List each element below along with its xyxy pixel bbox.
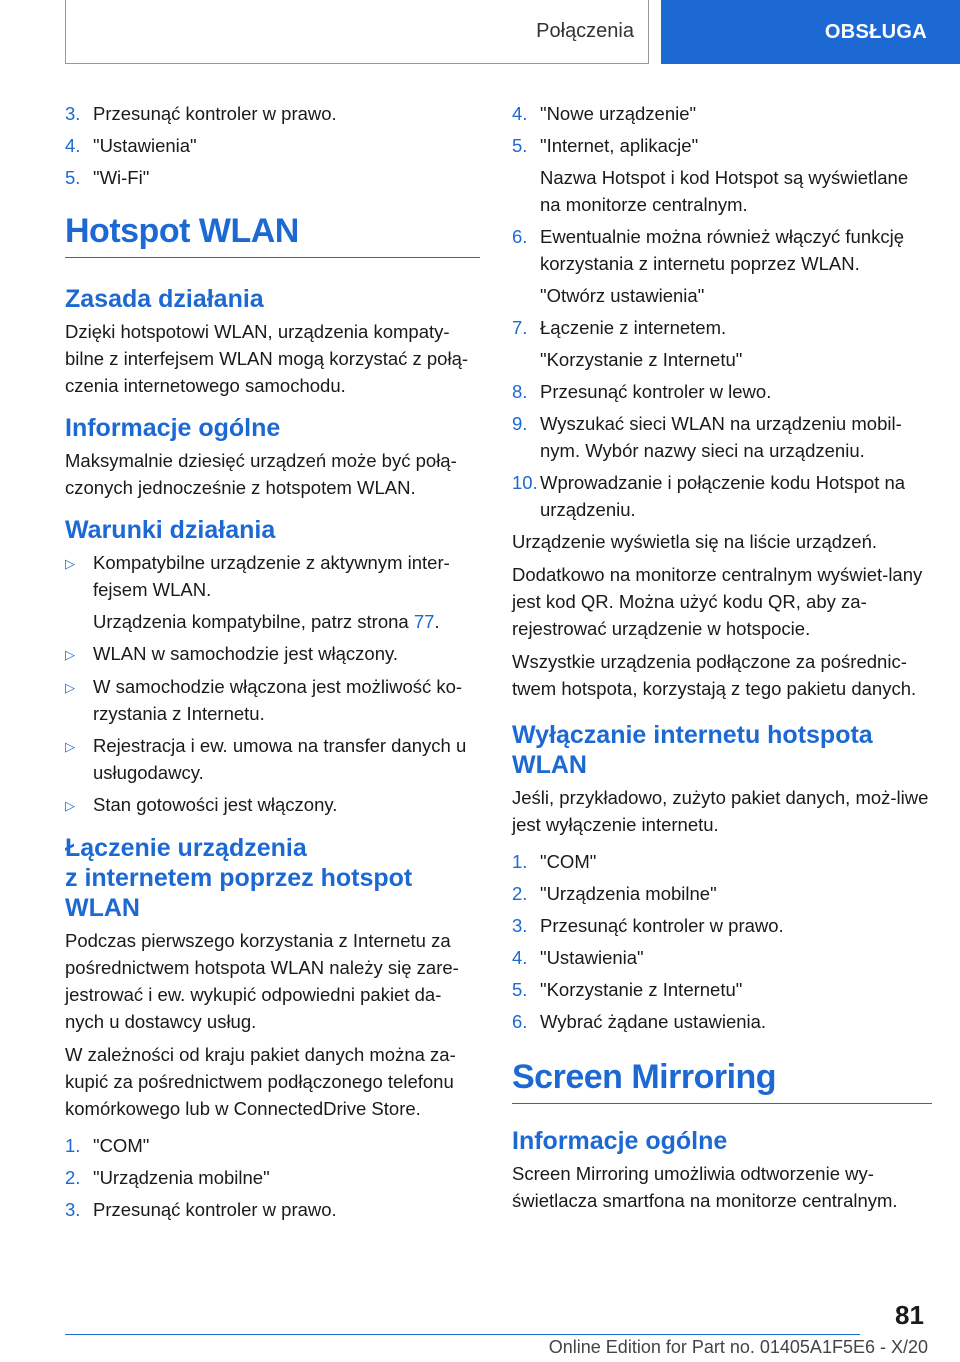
page-number: 81	[895, 1300, 924, 1330]
heading-zasada-dzialania: Zasada działania	[65, 285, 264, 313]
step-text: Przesunąć kontroler w lewo.	[540, 381, 772, 402]
step-number: 6.	[512, 226, 528, 247]
list-item	[65, 132, 480, 159]
triangle-bullet-icon: ▷	[65, 739, 75, 754]
triangle-bullet-icon: ▷	[65, 647, 75, 662]
step-subtext: Nazwa Hotspot i kod Hotspot są wyświetlane na monitorze centralnym.	[540, 167, 909, 215]
header-section-box	[65, 0, 649, 64]
paragraph-pakiet-danych: Wszystkie urządzenia podłączone za pośrednic‐twem hotspota, korzystają z tego pakietu danych.	[512, 651, 917, 699]
bullet-text: Rejestracja i ew. umowa na transfer danych u usługodawcy.	[93, 735, 467, 783]
paragraph-wylaczanie: Jeśli, przykładowo, zużyto pakiet danych, moż‐liwe jest wyłączenie internetu.	[512, 787, 929, 835]
step-text: "COM"	[540, 851, 597, 872]
step-number: 9.	[512, 413, 528, 434]
triangle-bullet-icon: ▷	[65, 680, 75, 695]
heading-laczenie-urzadzenia	[65, 833, 480, 923]
step-text: Wyszukać sieci WLAN na urządzeniu mobil‐nym. Wybór nazwy sieci na urządzeniu.	[540, 413, 902, 461]
step-number: 5.	[512, 135, 528, 156]
heading-line: WLAN	[65, 894, 140, 922]
list-item	[65, 1132, 480, 1159]
left-column	[65, 100, 480, 1228]
step-number: 10.	[512, 472, 538, 493]
step-text: Przesunąć kontroler w prawo.	[540, 915, 784, 936]
paragraph-laczenie-2: W zależności od kraju pakiet danych można za‐kupić za pośrednictwem podłączonego telefonu komórkowego lub w ConnectedDrive Store.	[65, 1044, 456, 1119]
list-item	[512, 976, 932, 1003]
bullet-subtext-post: .	[434, 611, 440, 632]
list-item	[512, 410, 932, 464]
heading-informacje-ogolne-screen: Informacje ogólne	[512, 1127, 728, 1155]
step-text: "Internet, aplikacje"	[540, 135, 699, 156]
list-item	[512, 100, 932, 127]
step-subtext: "Korzystanie z Internetu"	[540, 349, 743, 370]
bullet-text: Kompatybilne urządzenie z aktywnym inter‐fejsem WLAN.	[93, 552, 450, 600]
step-number: 3.	[65, 103, 81, 124]
step-text: "Urządzenia mobilne"	[93, 1167, 270, 1188]
step-text: "Ustawienia"	[93, 135, 197, 156]
step-number: 8.	[512, 381, 528, 402]
step-text: Ewentualnie można również włączyć funkcję korzystania z internetu poprzez WLAN.	[540, 226, 905, 274]
bullet-item	[65, 791, 480, 819]
heading-hotspot-wlan: Hotspot WLAN	[65, 211, 480, 258]
bullet-item	[65, 732, 480, 786]
step-number: 7.	[512, 317, 528, 338]
triangle-bullet-icon: ▷	[65, 798, 75, 813]
heading-warunki-dzialania: Warunki działania	[65, 516, 276, 544]
step-text: Przesunąć kontroler w prawo.	[93, 103, 337, 124]
heading-informacje-ogolne: Informacje ogólne	[65, 414, 281, 442]
list-item	[512, 880, 932, 907]
paragraph-laczenie-1: Podczas pierwszego korzystania z Internetu za pośrednictwem hotspota WLAN należy się zare‐jestrować i ew. wykupić odpowiedni pakiet da‐nych u dostawcy usług.	[65, 930, 459, 1032]
bullet-subtext-pre: Urządzenia kompatybilne, patrz strona	[93, 611, 414, 632]
paragraph-informacje: Maksymalnie dziesięć urządzeń może być połą‐czonych jednocześnie z hotspotem WLAN.	[65, 450, 457, 498]
step-text: "Urządzenia mobilne"	[540, 883, 717, 904]
step-text: "Wi-Fi"	[93, 167, 150, 188]
list-item	[512, 378, 932, 405]
step-number: 1.	[65, 1135, 81, 1156]
paragraph-zasada: Dzięki hotspotowi WLAN, urządzenia kompaty‐bilne z interfejsem WLAN mogą korzystać z połą‐czenia internetowego samochodu.	[65, 321, 469, 396]
step-subtext: "Otwórz ustawienia"	[540, 285, 705, 306]
header-chapter-title: OBSŁUGA	[824, 20, 927, 43]
step-number: 2.	[65, 1167, 81, 1188]
step-number: 4.	[512, 103, 528, 124]
list-item	[65, 100, 480, 127]
list-item	[65, 1196, 480, 1223]
step-number: 4.	[512, 947, 528, 968]
triangle-bullet-icon: ▷	[65, 556, 75, 571]
step-number: 5.	[512, 979, 528, 1000]
bullet-subtext	[65, 608, 480, 635]
footer-edition: Online Edition for Part no. 01405A1F5E6 - X/20	[548, 1337, 928, 1357]
bullet-item	[65, 640, 480, 668]
footer-divider	[65, 1334, 860, 1335]
list-item	[512, 848, 932, 875]
step-text: Wybrać żądane ustawienia.	[540, 1011, 767, 1032]
list-item	[512, 223, 932, 277]
list-item	[65, 1164, 480, 1191]
paragraph-kod-qr: Dodatkowo na monitorze centralnym wyświet‐lany jest kod QR. Można użyć kodu QR, aby za‐rejestrować urządzenie w hotspocie.	[512, 564, 923, 639]
page-reference-link[interactable]: 77	[413, 611, 435, 632]
header-chapter-tab	[661, 0, 960, 64]
heading-line: Łączenie urządzenia	[65, 834, 307, 862]
header-section-title: Połączenia	[536, 20, 634, 42]
step-text: Wprowadzanie i połączenie kodu Hotspot na urządzeniu.	[540, 472, 906, 520]
step-number: 3.	[65, 1199, 81, 1220]
list-item	[512, 469, 932, 523]
heading-line: z internetem poprzez hotspot	[65, 864, 413, 892]
step-number: 1.	[512, 851, 528, 872]
heading-wylaczanie-internetu	[512, 720, 932, 780]
step-number: 5.	[65, 167, 81, 188]
step-text: "COM"	[93, 1135, 150, 1156]
list-item	[65, 164, 480, 191]
bullet-text: WLAN w samochodzie jest włączony.	[93, 643, 399, 664]
bullet-text: W samochodzie włączona jest możliwość ko‐rzystania z Internetu.	[93, 676, 463, 724]
step-number: 3.	[512, 915, 528, 936]
step-number: 2.	[512, 883, 528, 904]
paragraph-lista-urzadzen: Urządzenie wyświetla się na liście urządzeń.	[512, 531, 878, 552]
list-item	[512, 912, 932, 939]
step-text: "Ustawienia"	[540, 947, 644, 968]
step-text: Przesunąć kontroler w prawo.	[93, 1199, 337, 1220]
list-item	[512, 314, 932, 341]
heading-line: WLAN	[512, 751, 587, 779]
step-text: Łączenie z internetem.	[540, 317, 727, 338]
list-item	[512, 944, 932, 971]
step-text: "Korzystanie z Internetu"	[540, 979, 743, 1000]
heading-line: Wyłączanie internetu hotspota	[512, 721, 873, 749]
list-item	[512, 1008, 932, 1035]
step-text: "Nowe urządzenie"	[540, 103, 697, 124]
paragraph-screen-mirroring: Screen Mirroring umożliwia odtworzenie wy‐świetlacza smartfona na monitorze centralnym.	[512, 1163, 898, 1211]
step-number: 6.	[512, 1011, 528, 1032]
bullet-item	[65, 673, 480, 727]
list-item	[512, 132, 932, 159]
heading-screen-mirroring: Screen Mirroring	[512, 1057, 932, 1104]
right-column	[512, 100, 932, 1220]
bullet-item	[65, 549, 480, 603]
bullet-text: Stan gotowości jest włączony.	[93, 794, 338, 815]
step-number: 4.	[65, 135, 81, 156]
